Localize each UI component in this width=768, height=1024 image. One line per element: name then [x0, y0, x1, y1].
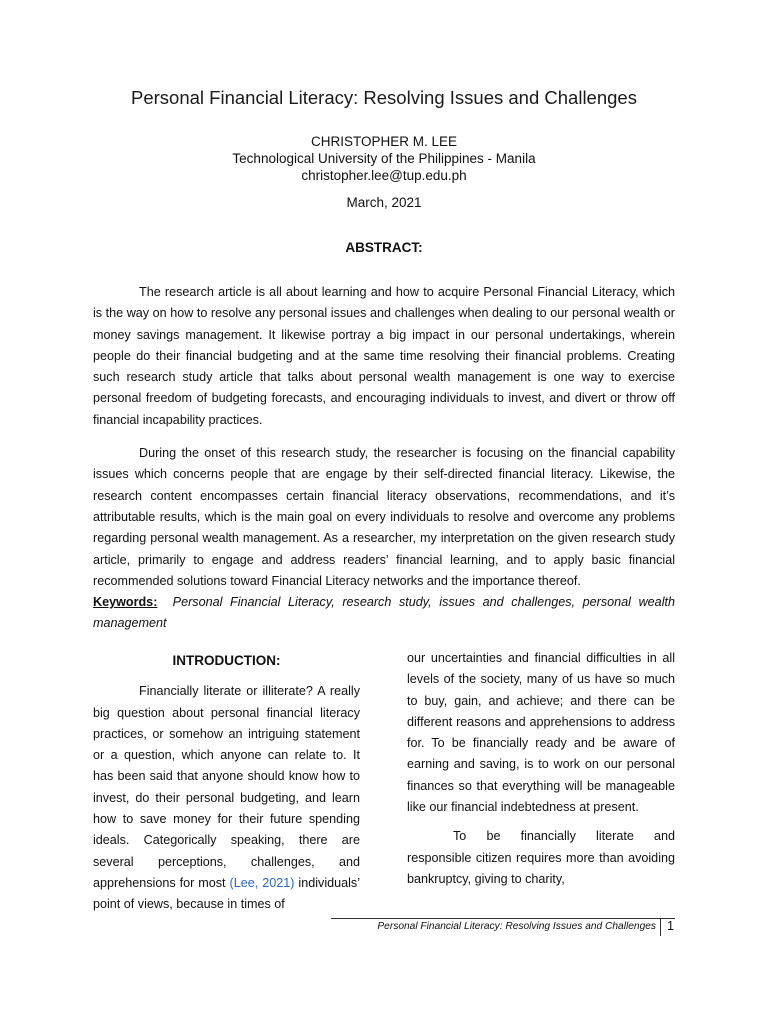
left-column	[93, 650, 360, 916]
intro-text-after-citation: individuals’ point of views, because in times of	[93, 875, 361, 912]
abstract-paragraph-1: The research article is all about learning and how to acquire Personal Financial Literacy, which is the way on how to resolve any personal issues and challenges when dealing to our personal wealth or money savings management. It likewise portray a big impact in our personal undertakings, wherein people do their financial budgeting and at the same time resolving their financial problems. Creating such research study article that talks about personal wealth management is one way to exercise personal freedom of budgeting forecasts, and encouraging individuals to invest, and divert or throw off financial incapability practices.	[93, 285, 675, 427]
footer-rule	[331, 918, 675, 919]
citation-link[interactable]: (Lee, 2021)	[229, 875, 295, 890]
publication-date: March, 2021	[346, 195, 422, 210]
author-block	[0, 133, 768, 184]
keywords-text: Personal Financial Literacy, research study, issues and challenges, personal wealth management	[93, 595, 675, 631]
author-email: christopher.lee@tup.edu.ph	[301, 168, 467, 183]
introduction-heading: INTRODUCTION:	[172, 653, 281, 668]
abstract-heading: ABSTRACT:	[345, 240, 423, 255]
introduction-paragraph-3: To be financially literate and responsible citizen requires more than avoiding bankruptcy, giving to charity,	[407, 829, 675, 886]
paper-title: Personal Financial Literacy: Resolving Issues and Challenges	[131, 87, 637, 108]
introduction-paragraph-2: our uncertainties and financial difficulties in all levels of the society, many of us have so much to buy, gain, and achieve; and there can be different reasons and apprehensions to address for. To be financially ready and be aware of earning and saving, is to work on our personal finances so that everything will be manageable like our financial indebtedness at present.	[407, 651, 675, 815]
keywords	[93, 592, 675, 635]
abstract-body	[93, 282, 675, 635]
author-affiliation: Technological University of the Philippines - Manila	[232, 151, 536, 166]
intro-text-before-citation: Financially literate or illiterate? A really big question about personal financial literacy practices, or somehow an intriguing statement or a question, which anyone can relate to. It has been said that anyone should know how to invest, do their personal budgeting, and learn how to save money for their future spending ideals. Categorically speaking, there are several perceptions, challenges, and apprehensions for most	[93, 684, 360, 890]
abstract-paragraph-2: During the onset of this research study, the researcher is focusing on the financial capability issues which concerns people that are engage by their self-directed financial literacy. Likewise, the research content encompasses certain financial literacy observations, recommendations, and it’s attributable results, which is the main goal on every individuals to resolve and overcome any problems regarding personal wealth management. As a researcher, my interpretation on the given research study article, primarily to engage and address readers’ financial learning, and to apply basic financial recommended solutions toward Financial Literacy networks and the importance thereof.	[93, 446, 675, 588]
footer-divider	[660, 919, 661, 936]
page-number: 1	[667, 919, 675, 933]
right-column	[407, 648, 675, 890]
author-name: CHRISTOPHER M. LEE	[310, 134, 458, 149]
keywords-label: Keywords:	[93, 595, 158, 610]
introduction-paragraph-1	[93, 681, 360, 915]
footer-running-title: Personal Financial Literacy: Resolving Issues and Challenges	[377, 921, 656, 932]
